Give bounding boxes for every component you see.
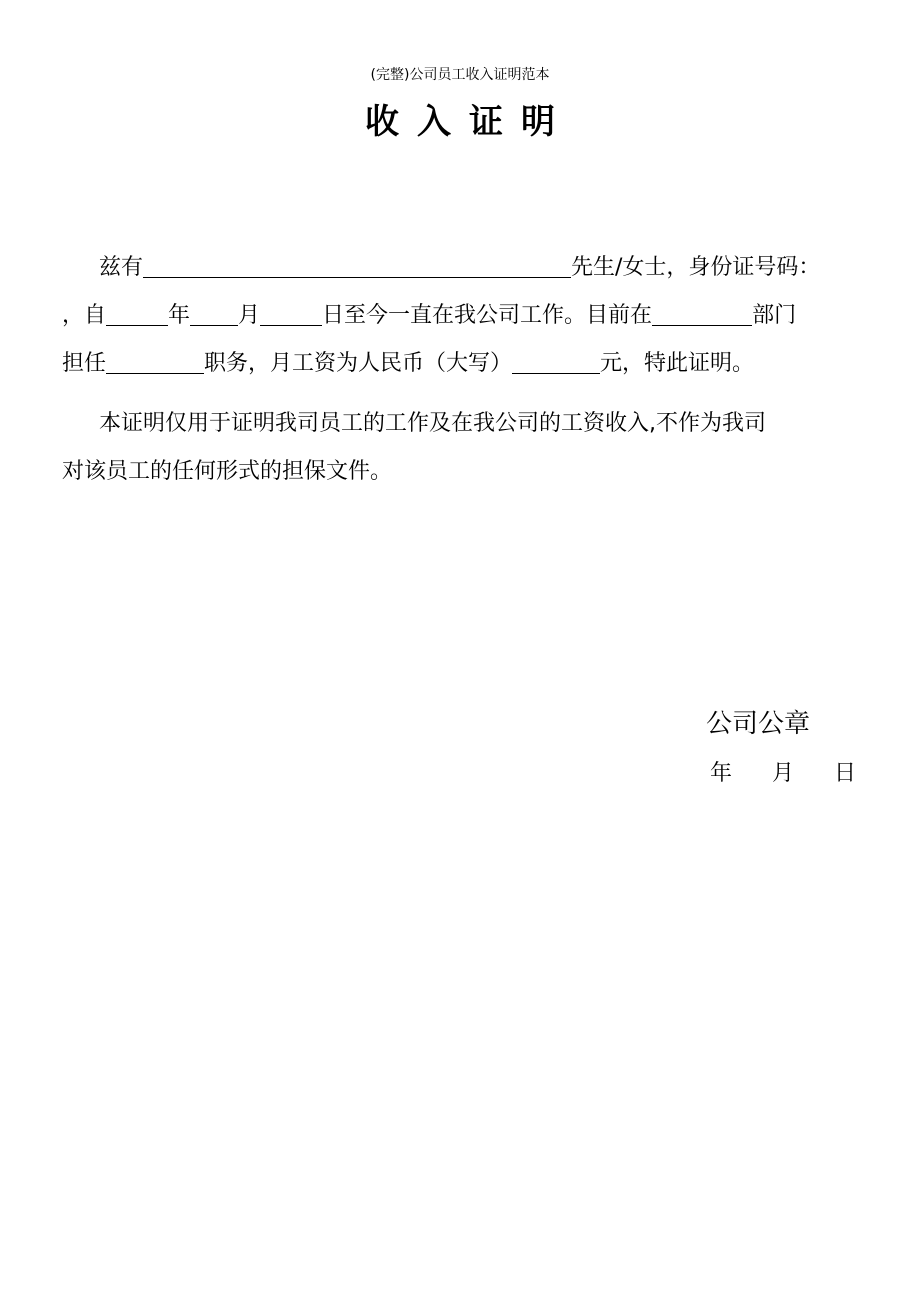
- date-year: 年: [710, 761, 733, 786]
- text-title-id: 先生/女士，身份证号码：: [571, 255, 821, 280]
- running-header: (完整)公司员工收入证明范本: [370, 67, 550, 83]
- signature-date: [710, 752, 856, 796]
- document-title: 收入证明: [365, 102, 573, 142]
- date-day: 日: [834, 761, 857, 786]
- paragraph-1-line-3: [62, 340, 862, 388]
- date-month: 月: [772, 761, 795, 786]
- company-seal-label: 公司公章: [706, 709, 811, 739]
- department-blank: [652, 299, 752, 326]
- month-blank: [190, 299, 238, 326]
- text-department: 部门: [752, 303, 797, 328]
- amount-blank: [512, 347, 600, 374]
- text-prefix: 兹有: [99, 255, 144, 280]
- day-blank: [260, 299, 322, 326]
- paragraph-2-line-2: 对该员工的任何形式的担保文件。: [62, 459, 393, 484]
- paragraph-1-line-2: [62, 292, 862, 340]
- year-blank: [106, 299, 168, 326]
- text-serve: 担任: [62, 351, 107, 376]
- paragraph-1-line-1: [62, 244, 899, 292]
- position-blank: [106, 347, 204, 374]
- text-month: 月: [238, 303, 261, 328]
- text-salary: 职务，月工资为人民币（大写）: [204, 351, 513, 376]
- text-from: ，自: [62, 303, 107, 328]
- text-day-work: 日至今一直在我公司工作。目前在: [322, 303, 653, 328]
- paragraph-2-line-1: 本证明仅用于证明我司员工的工作及在我公司的工资收入,不作为我司: [99, 411, 766, 436]
- text-certify: 元，特此证明。: [600, 351, 755, 376]
- text-year: 年: [168, 303, 191, 328]
- name-blank: [143, 251, 571, 278]
